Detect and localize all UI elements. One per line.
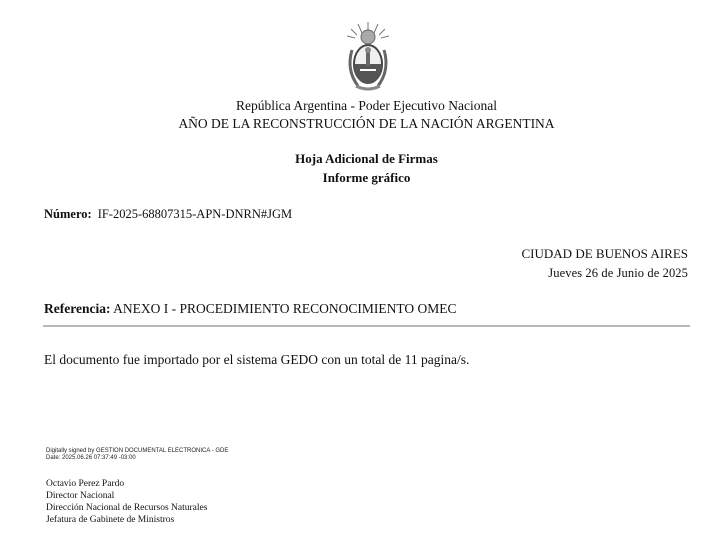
divider	[43, 325, 690, 327]
signer-role: Director Nacional	[46, 491, 115, 501]
year-heading: AÑO DE LA RECONSTRUCCIÓN DE LA NACIÓN ARGENTINA	[178, 116, 555, 131]
signer-office: Dirección Nacional de Recursos Naturales	[46, 503, 208, 513]
coat-of-arms-icon	[344, 20, 392, 94]
reference-label: Referencia:	[44, 301, 111, 316]
document-title: Hoja Adicional de Firmas	[295, 151, 438, 166]
digital-signed-date: Date: 2025.06.26 07:37:49 -03:00	[46, 455, 136, 461]
republic-heading: República Argentina - Poder Ejecutivo Nacional	[235, 98, 498, 113]
document-subtitle: Informe gráfico	[322, 170, 411, 185]
number-value: IF-2025-68807315-APN-DNRN#JGM	[97, 207, 293, 221]
number-label: Número:	[44, 207, 92, 221]
signer-name: Octavio Perez Pardo	[46, 479, 125, 489]
signer-ministry: Jefatura de Gabinete de Ministros	[46, 515, 175, 525]
digital-signature-stamp	[46, 448, 228, 462]
signer-block	[46, 478, 207, 526]
body-text: El documento fue importado por el sistema GEDO con un total de 11 pagina/s.	[44, 352, 470, 367]
city: CIUDAD DE BUENOS AIRES	[521, 246, 688, 261]
document-date: Jueves 26 de Junio de 2025	[548, 266, 688, 280]
reference-value: ANEXO I - PROCEDIMIENTO RECONOCIMIENTO OMEC	[113, 301, 457, 316]
reference	[44, 301, 456, 317]
digital-signed-by: Digitally signed by GESTION DOCUMENTAL ELECTRONICA - GDE	[46, 448, 229, 454]
document-number	[44, 207, 292, 222]
